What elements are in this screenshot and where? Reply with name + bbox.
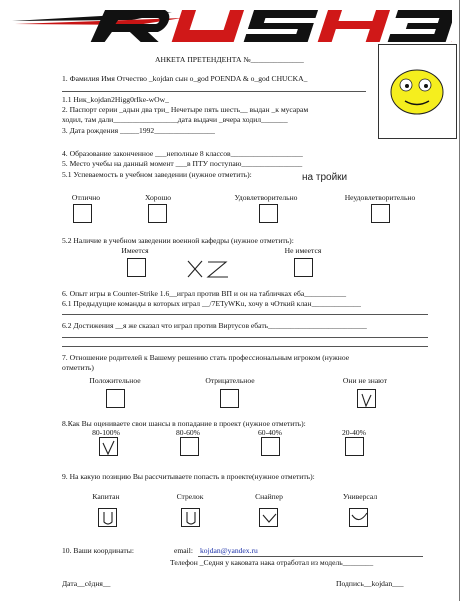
check-mark-icon	[260, 509, 279, 528]
position-checkbox-shooter[interactable]	[181, 508, 200, 527]
chance-option-label: 80-100%	[92, 428, 120, 437]
chance-option-label: 20-40%	[341, 428, 367, 437]
chance-checkbox-60-40[interactable]	[261, 437, 280, 456]
smiley-icon	[379, 45, 458, 140]
position-checkbox-captain[interactable]	[98, 508, 117, 527]
chance-checkbox-80-100[interactable]	[99, 437, 118, 456]
chance-checkbox-20-40[interactable]	[345, 437, 364, 456]
parents-checkbox-positive[interactable]	[106, 389, 125, 408]
photo-box	[378, 44, 457, 139]
q7-parents: 7. Отношение родителей к Вашему решению стать профессиональным игроком (нужное	[62, 353, 350, 362]
q6-1-prev-teams: 6.1 Предыдущие команды в которых играл __/7ETyWKu, хочу в чОткий клан_____________	[62, 299, 361, 308]
email-label: email:	[174, 546, 193, 555]
q7-parents-cont: отметить)	[62, 363, 94, 372]
parents-option-label: Отрицательное	[205, 376, 255, 385]
position-option-label: Универсал	[342, 492, 378, 501]
position-option-label: Снайпер	[255, 492, 283, 501]
parents-checkbox-negative[interactable]	[220, 389, 239, 408]
q9-position: 9. На какую позицию Вы рассчитываете попасть в проекте(нужное отметить):	[62, 472, 315, 481]
email-link[interactable]: kojdan@yandex.ru	[200, 546, 258, 555]
grade-checkbox-satisfactory[interactable]	[259, 204, 278, 223]
signature-field: Подпись__kojdan___	[336, 579, 404, 588]
q1-full-name: 1. Фамилия Имя Отчество _kojdan сын o_god POENDA & o_god CHUCKA_	[62, 74, 308, 83]
grade-checkbox-good[interactable]	[148, 204, 167, 223]
parents-option-label: Они не знают	[342, 376, 388, 385]
grade-label: Удовлетворительно	[234, 193, 298, 202]
q10-contacts: 10. Ваши координаты:	[62, 546, 134, 555]
parents-checkbox-unaware[interactable]	[357, 389, 376, 408]
military-option-label: Имеется	[121, 246, 149, 255]
check-mark-icon	[350, 509, 369, 528]
phone-field: Телефон _Седня у каковата нака отработал из модель________	[170, 558, 374, 567]
grade-label: Отлично	[71, 193, 101, 202]
grade-checkbox-excellent[interactable]	[73, 204, 92, 223]
q5-2-military: 5.2 Наличие в учебном заведении военной кафедры (нужное отметить):	[62, 236, 294, 245]
parents-option-label: Положительное	[89, 376, 141, 385]
grade-checkbox-unsatisfactory[interactable]	[371, 204, 390, 223]
q5-1-progress: 5.1 Успеваемость в учебном заведении (нужное отметить):	[62, 170, 252, 179]
date-field: Дата__сёдня__	[62, 579, 111, 588]
military-option-label: Не имеется	[284, 246, 322, 255]
form-title: АНКЕТА ПРЕТЕНДЕНТА №______________	[155, 55, 304, 64]
q6-experience: 6. Опыт игры в Counter-Strike 1.6__играл против ВП и он на табличках еба___________	[62, 289, 347, 298]
military-checkbox-yes[interactable]	[127, 258, 146, 277]
q4-education: 4. Образование законченное ___неполные 8 классов___________________	[62, 149, 303, 158]
chance-checkbox-80-60[interactable]	[180, 437, 199, 456]
chance-option-label: 80-60%	[175, 428, 201, 437]
position-option-label: Стрелок	[176, 492, 204, 501]
handwritten-u-mark	[99, 509, 118, 528]
q1-1-nickname: 1.1 Ник_kojdan2Higg0rIke-wOw_	[62, 95, 169, 104]
rush3d-logo	[12, 4, 452, 44]
check-mark-icon	[358, 390, 377, 409]
handwritten-xz-mark	[186, 258, 234, 280]
q8-chances: 8.Как Вы оцениваете свои шансы в попадание в проект (нужное отметить):	[62, 419, 306, 428]
q2-passport: 2. Паспорт серии _адын два три_ Нечетыре пять шесть__ выдан _к мусарам	[62, 105, 309, 114]
grade-label: Хорошо	[144, 193, 172, 202]
q6-2-achievements: 6.2 Достижения __я же сказал что играл против Виртусов ебать__________________________	[62, 321, 367, 330]
q2-passport-cont: ходил, там дали_________________дата выдачи _вчера ходил_______	[62, 115, 288, 124]
chance-option-label: 60-40%	[257, 428, 283, 437]
position-option-label: Капитан	[92, 492, 120, 501]
check-mark-icon	[100, 438, 119, 457]
position-checkbox-universal[interactable]	[349, 508, 368, 527]
handwritten-u-mark	[182, 509, 201, 528]
handwritten-progress-answer: на тройки	[302, 172, 348, 183]
position-checkbox-sniper[interactable]	[259, 508, 278, 527]
grade-label: Неудовлетворительно	[344, 193, 416, 202]
q5-study-place: 5. Место учебы на данный момент ___в ПТУ поступаю________________	[62, 159, 303, 168]
q3-birthdate: 3. Дата рождения _____1992________________	[62, 126, 215, 135]
military-checkbox-no[interactable]	[294, 258, 313, 277]
